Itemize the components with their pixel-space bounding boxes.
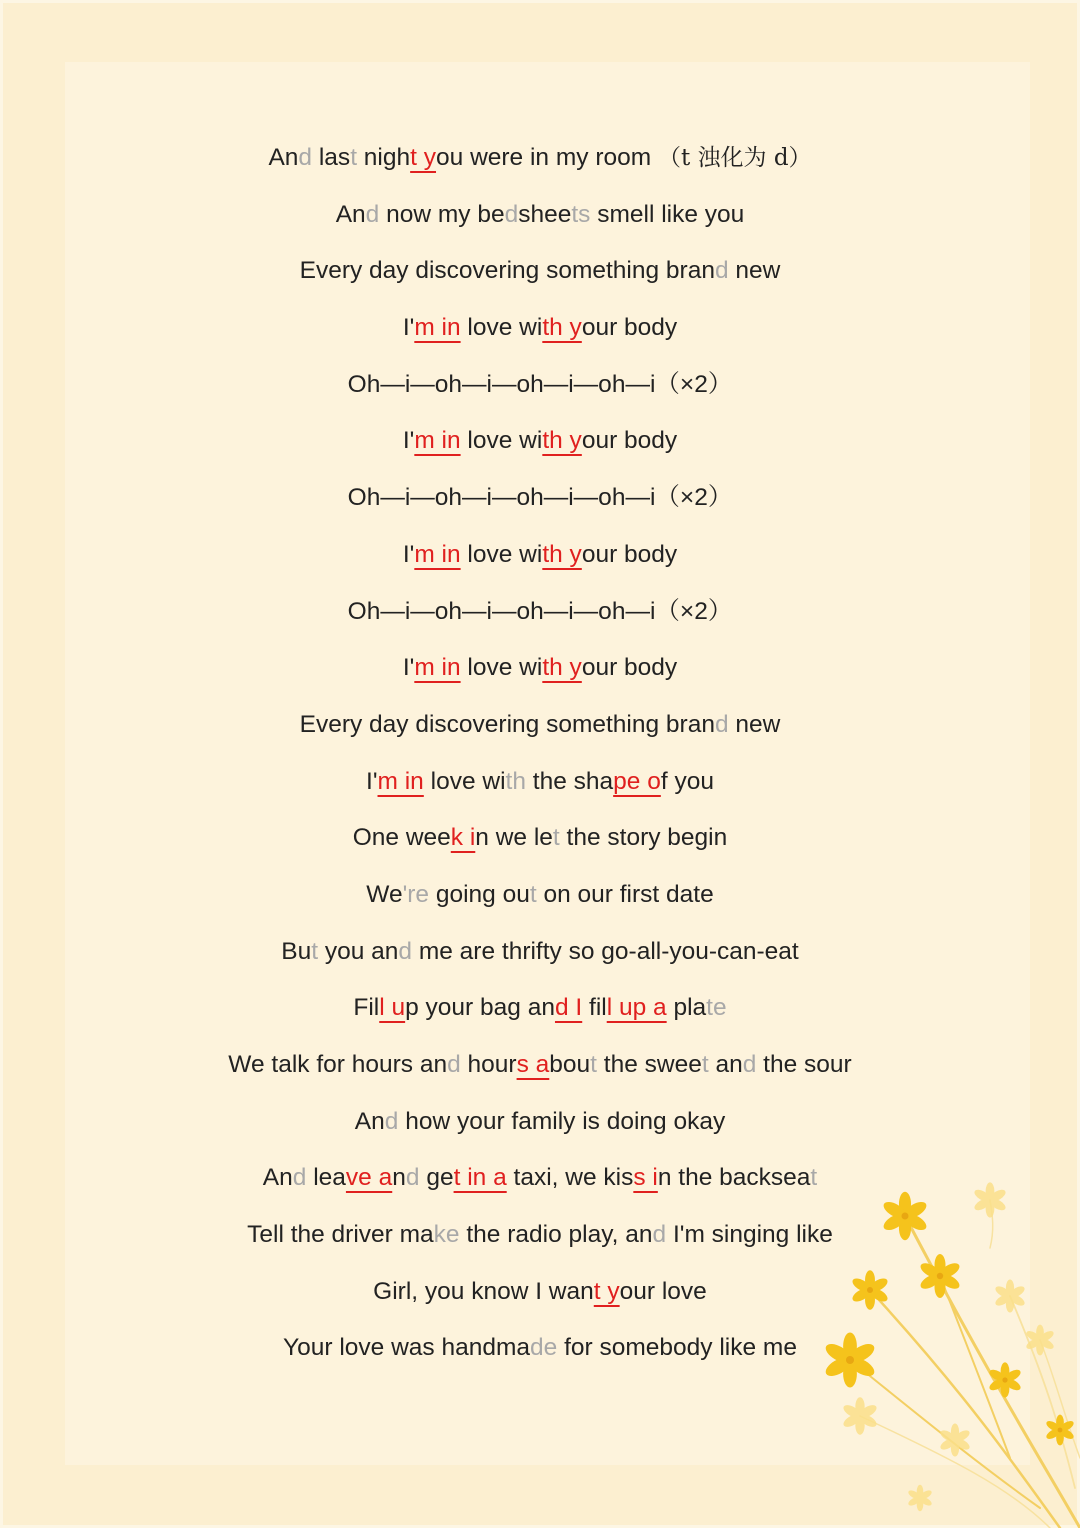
linking-sound: ve a	[345, 1164, 393, 1192]
lyric-text: ge	[419, 1164, 454, 1192]
lyric-line	[0, 640, 1080, 697]
lyric-text: nigh	[357, 144, 411, 171]
silent-letters: t	[529, 880, 537, 908]
lyric-line	[0, 300, 1080, 357]
lyric-text: bou	[549, 1051, 591, 1078]
lyric-text: Oh—i—oh—i—oh—i—oh—i（×2）	[347, 370, 733, 398]
silent-letters: t	[590, 1051, 597, 1078]
lyric-line	[0, 584, 1080, 641]
lyric-text: Girl, you know I wan	[373, 1277, 594, 1305]
lyrics-body	[0, 130, 1080, 1377]
lyric-text: the sour	[756, 1051, 852, 1078]
linking-sound: d I	[554, 994, 583, 1022]
silent-letters: t	[701, 1051, 709, 1078]
lyric-text: las	[312, 144, 351, 171]
linking-sound: th y	[542, 314, 582, 342]
silent-letters: d	[298, 144, 313, 171]
lyric-text: new	[728, 257, 781, 285]
lyric-line	[0, 413, 1080, 470]
lyric-text: now my be	[379, 200, 505, 228]
silent-letters: d	[714, 257, 729, 285]
lyric-text: love wi	[460, 427, 543, 455]
lyric-text: pla	[666, 994, 707, 1022]
linking-sound: pe o	[613, 767, 661, 795]
lyric-line	[0, 1320, 1080, 1377]
silent-letters: t	[552, 824, 560, 852]
lyric-line	[0, 1150, 1080, 1207]
silent-letters: d	[365, 200, 380, 228]
linking-sound: s i	[633, 1164, 658, 1192]
silent-letters: t	[311, 937, 319, 965]
lyric-text: taxi, we kis	[506, 1164, 634, 1192]
linking-sound: m in	[377, 767, 424, 795]
lyric-line	[0, 867, 1080, 924]
lyric-line	[0, 1264, 1080, 1321]
lyric-text: the story begin	[559, 824, 728, 852]
lyric-text: Bu	[281, 937, 312, 965]
lyric-text: I'	[402, 540, 415, 568]
linking-sound: m in	[414, 540, 461, 568]
lyric-text: the swee	[596, 1051, 702, 1078]
silent-letters: d	[652, 1221, 667, 1249]
lyric-text: smell like you	[590, 200, 745, 228]
lyric-line	[0, 243, 1080, 300]
linking-sound: th y	[542, 654, 582, 682]
pronunciation-note: （t 浊化为 d）	[657, 145, 812, 171]
lyric-text: me are thrifty so go-all-you-can-eat	[412, 937, 799, 965]
lyric-line	[0, 1094, 1080, 1151]
lyric-text: One wee	[352, 824, 451, 852]
lyric-line	[0, 527, 1080, 584]
linking-sound: t in a	[453, 1164, 507, 1192]
silent-letters: t	[350, 144, 357, 171]
lyric-text: you an	[318, 937, 399, 965]
lyric-text: an	[708, 1051, 743, 1078]
lyric-text: our body	[581, 314, 678, 342]
lyric-text: love wi	[460, 314, 543, 342]
linking-sound: s a	[516, 1051, 550, 1078]
lyric-text: ou were in my room	[436, 144, 658, 171]
lyric-line	[0, 810, 1080, 867]
lyric-text: Every day discovering something bran	[299, 257, 715, 285]
lyric-text: I'm singing like	[666, 1221, 833, 1249]
lyric-text: I'	[402, 314, 415, 342]
lyric-line	[0, 187, 1080, 244]
lyric-text: our body	[581, 540, 678, 568]
linking-sound: m in	[414, 427, 461, 455]
lyric-text: I'	[402, 654, 415, 682]
linking-sound: t y	[593, 1277, 620, 1305]
silent-letters: d	[447, 1051, 461, 1078]
lyric-text: An	[268, 144, 299, 171]
lyric-text: Oh—i—oh—i—oh—i—oh—i（×2）	[347, 484, 733, 512]
silent-letters: th	[505, 767, 526, 795]
silent-letters: d	[714, 710, 729, 738]
lyric-line	[0, 1207, 1080, 1264]
lyric-line	[0, 357, 1080, 414]
linking-sound: th y	[542, 427, 582, 455]
lyric-line	[0, 924, 1080, 981]
lyric-text: the radio play, an	[459, 1221, 653, 1249]
lyric-text: Every day discovering something bran	[299, 710, 715, 738]
lyric-text: the sha	[525, 767, 614, 795]
linking-sound: l up a	[606, 994, 667, 1022]
silent-letters: t	[810, 1164, 818, 1192]
linking-sound: m in	[414, 654, 461, 682]
lyric-text: n	[392, 1164, 406, 1192]
lyric-text: Oh—i—oh—i—oh—i—oh—i（×2）	[347, 597, 733, 625]
lyric-text: our body	[581, 654, 678, 682]
silent-letters: d	[742, 1051, 757, 1078]
silent-letters: d	[398, 937, 413, 965]
lyric-text: An	[335, 200, 366, 228]
lyric-text: love wi	[460, 654, 543, 682]
lyric-text: going ou	[429, 880, 530, 908]
linking-sound: l u	[379, 994, 406, 1022]
lyric-text: I'	[402, 427, 415, 455]
linking-sound: th y	[542, 540, 582, 568]
lyric-text: new	[728, 710, 781, 738]
silent-letters: ke	[433, 1221, 460, 1249]
lyric-text: on our first date	[536, 880, 714, 908]
silent-letters: ts	[571, 200, 591, 228]
lyric-text: p your bag an	[405, 994, 555, 1022]
lyric-text: Fil	[353, 994, 380, 1022]
lyric-line	[0, 754, 1080, 811]
silent-letters: d	[384, 1107, 399, 1135]
silent-letters: te	[706, 994, 727, 1022]
linking-sound: k i	[450, 824, 476, 852]
silent-letters: d	[292, 1164, 307, 1192]
lyric-line	[0, 1037, 1080, 1094]
lyric-text: Tell the driver ma	[247, 1221, 434, 1249]
lyric-text: n the backsea	[657, 1164, 811, 1192]
lyric-text: love wi	[460, 540, 543, 568]
lyric-line	[0, 470, 1080, 527]
lyric-text: I'	[366, 767, 378, 795]
lyric-text: n we le	[475, 824, 553, 852]
lyric-text: love wi	[423, 767, 506, 795]
lyric-text: our love	[619, 1277, 707, 1305]
lyric-text: fil	[582, 994, 607, 1022]
silent-letters: de	[530, 1334, 558, 1362]
silent-letters: 're	[402, 880, 430, 908]
lyric-text: Your love was handma	[283, 1334, 531, 1362]
lyric-text: f you	[660, 767, 714, 795]
lyric-text: hour	[460, 1051, 517, 1078]
lyric-line	[0, 130, 1080, 187]
lyric-text: lea	[306, 1164, 346, 1192]
silent-letters: d	[405, 1164, 420, 1192]
lyric-text: our body	[581, 427, 678, 455]
linking-sound: m in	[414, 314, 461, 342]
lyric-text: how your family is doing okay	[398, 1107, 726, 1135]
lyric-text: An	[262, 1164, 293, 1192]
lyric-text: An	[354, 1107, 385, 1135]
lyric-text: shee	[518, 200, 572, 228]
lyric-text: We talk for hours an	[228, 1051, 448, 1078]
silent-letters: d	[504, 200, 519, 228]
lyric-text: for somebody like me	[557, 1334, 797, 1362]
linking-sound: t y	[410, 144, 437, 171]
lyric-text: We	[366, 880, 403, 908]
lyric-line	[0, 980, 1080, 1037]
lyric-line	[0, 697, 1080, 754]
